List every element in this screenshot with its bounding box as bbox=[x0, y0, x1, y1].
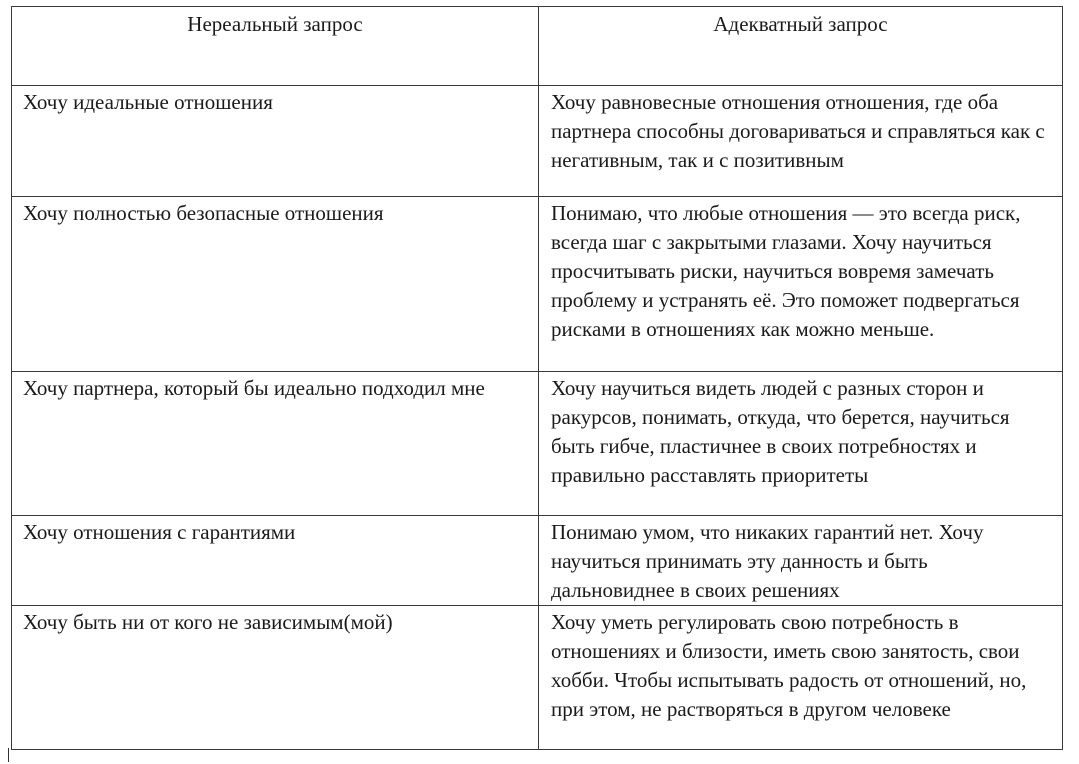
adequate-request-cell: Хочу уметь регулировать свою потребность в отношениях и близости, иметь свою занятость, свои хобби. Чтобы испытывать радость от отношений, но, при этом, не растворяться в другом человеке bbox=[539, 606, 1063, 750]
unreal-request-cell: Хочу полностью безопасные отношения bbox=[12, 197, 539, 372]
unreal-request-cell: Хочу быть ни от кого не зависимым(мой) bbox=[12, 606, 539, 750]
text-cursor bbox=[8, 748, 9, 762]
table-row bbox=[12, 516, 1063, 606]
table-row bbox=[12, 372, 1063, 516]
adequate-request-cell: Хочу равновесные отношения отношения, где оба партнера способны договариваться и справляться как с негативным, так и с позитивным bbox=[539, 86, 1063, 197]
table-row bbox=[12, 197, 1063, 372]
adequate-request-cell: Понимаю, что любые отношения — это всегда риск, всегда шаг с закрытыми глазами. Хочу научиться просчитывать риски, научиться вовремя замечать проблему и устранять её. Это поможет подвергаться рисками в отношениях как можно меньше. bbox=[539, 197, 1063, 372]
header-row bbox=[12, 7, 1063, 86]
table-row bbox=[12, 606, 1063, 750]
header-unreal-request: Нереальный запрос bbox=[12, 7, 539, 86]
requests-table bbox=[11, 6, 1063, 750]
adequate-request-cell: Понимаю умом, что никаких гарантий нет. Хочу научиться принимать эту данность и быть дальновиднее в своих решениях bbox=[539, 516, 1063, 606]
table-row bbox=[12, 86, 1063, 197]
unreal-request-cell: Хочу партнера, который бы идеально подходил мне bbox=[12, 372, 539, 516]
unreal-request-cell: Хочу идеальные отношения bbox=[12, 86, 539, 197]
adequate-request-cell: Хочу научиться видеть людей с разных сторон и ракурсов, понимать, откуда, что берется, научиться быть гибче, пластичнее в своих потребностях и правильно расставлять приоритеты bbox=[539, 372, 1063, 516]
header-adequate-request: Адекватный запрос bbox=[539, 7, 1063, 86]
unreal-request-cell: Хочу отношения с гарантиями bbox=[12, 516, 539, 606]
